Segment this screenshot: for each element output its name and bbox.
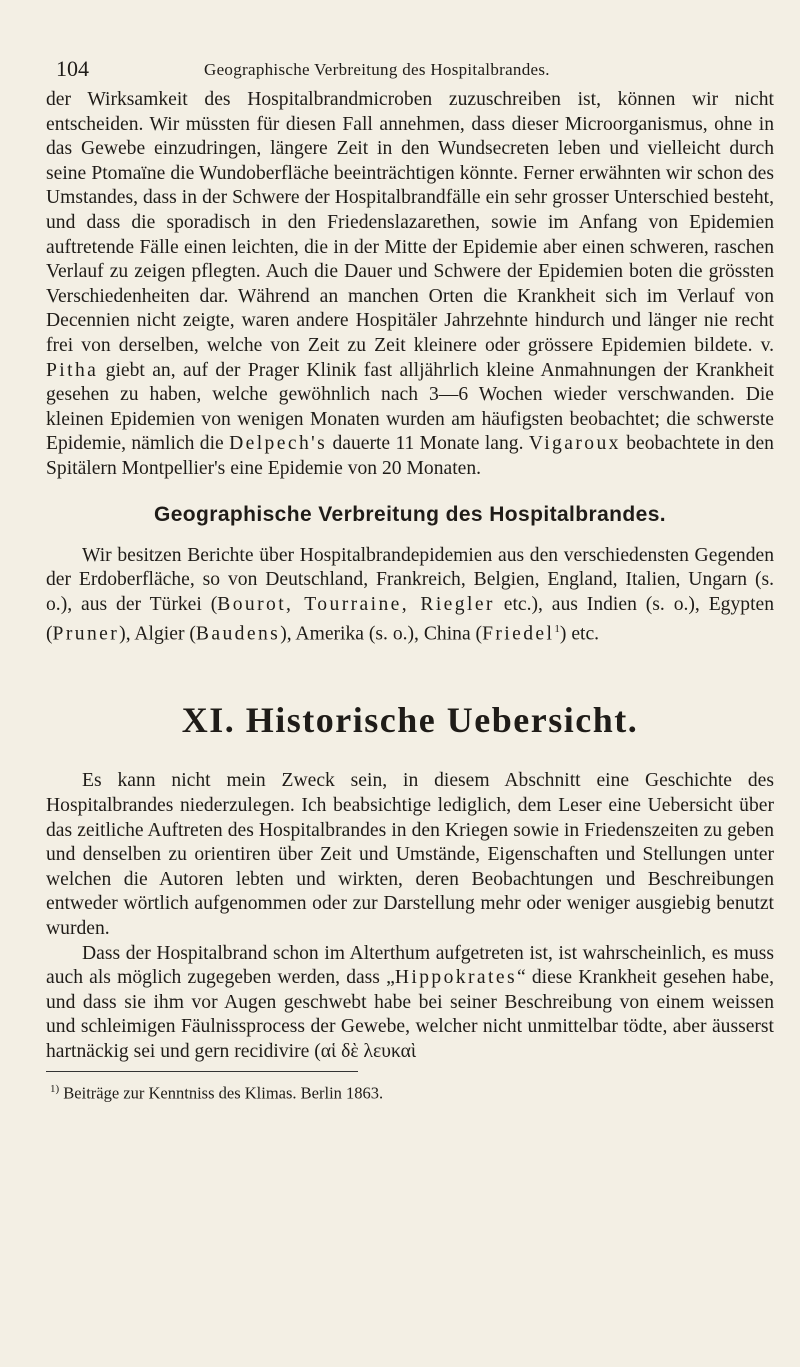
footnote-reference: 1 [554,623,560,636]
text-run: Wir besitzen Berichte über Hospitalbrandepidemien aus den verschiedensten Gegenden der Erdoberfläche, so von Deutschland, Frankreich, Belgien, England, Italien, Ungarn (s. o.), aus der Türkei ( [46,544,774,615]
author-name: Bourot, Tourraine, Riegler [217,593,495,615]
footnote-text: Beiträge zur Kenntniss des Klimas. Berlin 1863. [63,1083,384,1103]
paragraph-alterthum [46,942,774,1065]
footnote-divider [46,1071,358,1072]
author-name: Pruner [52,623,120,645]
text-run: etc.), aus Indien (s. o.), Egypten ( [46,593,775,645]
paragraph-berichte [46,544,774,648]
text-run: der Wirksamkeit des Hospitalbrandmicroben zuzuschreiben ist, können wir nicht entscheiden. Wir müssten für diesen Fall annehmen, dass dieser Microorganismus, ohne in das Gewebe einzudringen, längere Zeit in den Wundsecreten leben und vielleicht durch seine Ptomaïne die Wundoberfläche beeinträchtigen könnte. Ferner erwähnten wir schon des Umstandes, dass in der Schwere der Hospitalbrandfälle ein sehr grosser Unterschied besteht, und dass die sporadisch in den Friedenslazarethen, sowie im Anfang von Epidemien auftretende Fälle einen leichten, die in der Mitte der Epidemie aber einen schweren, raschen Verlauf zu zeigen pflegten. Auch die Dauer und Schwere der Epidemien boten die grössten Verschiedenheiten dar. Während an manchen Orten die Krankheit sich im Verlauf von Decennien nicht zeigte, waren andere Hospitäler Jahrzehnte hindurch und länger nie recht frei von derselben, welche von Zeit zu Zeit kleinere oder grössere Epidemien bildete. v. [46,89,774,356]
footnote-marker: 1) [50,1082,60,1095]
paragraph-wirksamkeit [46,88,774,482]
text-run: ) etc. [559,623,600,645]
author-name: Baudens [195,623,281,645]
text-run: ), Algier ( [119,623,196,645]
paragraph-zweck: Es kann nicht mein Zweck sein, in diesem Abschnitt eine Geschichte des Hospitalbrandes niederzulegen. Ich beabsichtige lediglich, dem Leser eine Uebersicht über das zeitliche Auftreten des Hospitalbrandes in den Kriegen sowie in Friedenszeiten zu geben und denselben zu orientiren über Zeit und Umstände, Eigenschaften und Stellungen unter welchen die Autoren lebten und wirkten, deren Beobachtungen und Beschreibungen entweder wörtlich aufgenommen oder zur Darstellung mehr oder weniger ausgiebig benutzt wurden. [46,770,774,939]
author-name: Friedel [482,623,555,645]
text-run: “ diese Krankheit gesehen habe, und dass sie ihm vor Augen geschwebt habe bei seiner Beschreibung von einem weissen und schleimigen Fäulnissprocess der Gewebe, welcher nicht unmittelbar tödte, aber äusserst hartnäckig sei und gern recidivire (αἱ δὲ λευκαὶ [46,967,774,1062]
page-header [46,56,774,86]
text-run: giebt an, auf der Prager Klinik fast alljährlich kleine Anmahnungen der Krankheit gesehen zu haben, welche gewöhnlich nach 3—6 Wochen wieder verschwanden. Die kleinen Epidemien von wenigen Monaten wurden am häufigsten beobachtet; die schwerste Epidemie, nämlich die [46,359,774,455]
book-page [46,56,774,1104]
author-name: Hippokrates [394,967,517,989]
page-number: 104 [56,56,89,81]
text-run: Dass der Hospitalbrand schon im Alterthum aufgetreten ist, ist wahrscheinlich, es muss auch als möglich zugegeben werden, dass „ [46,942,774,989]
footnote [46,1078,774,1105]
chapter-heading: XI. Historische Uebersicht. [181,700,639,741]
running-head: Geographische Verbreitung des Hospitalbrandes. [204,60,550,79]
text-run: beobachtete in den Spitälern Montpellier's eine Epidemie von 20 Monaten. [46,433,774,479]
author-name: Vigaroux [528,433,621,455]
author-name: Delpech's [229,433,328,455]
section-heading: Geographische Verbreitung des Hospitalbrandes. [153,502,667,526]
text-run: ), Amerika (s. o.), China ( [280,623,483,645]
text-run: dauerte 11 Monate lang. [332,433,524,455]
author-name: Pitha [46,359,99,381]
